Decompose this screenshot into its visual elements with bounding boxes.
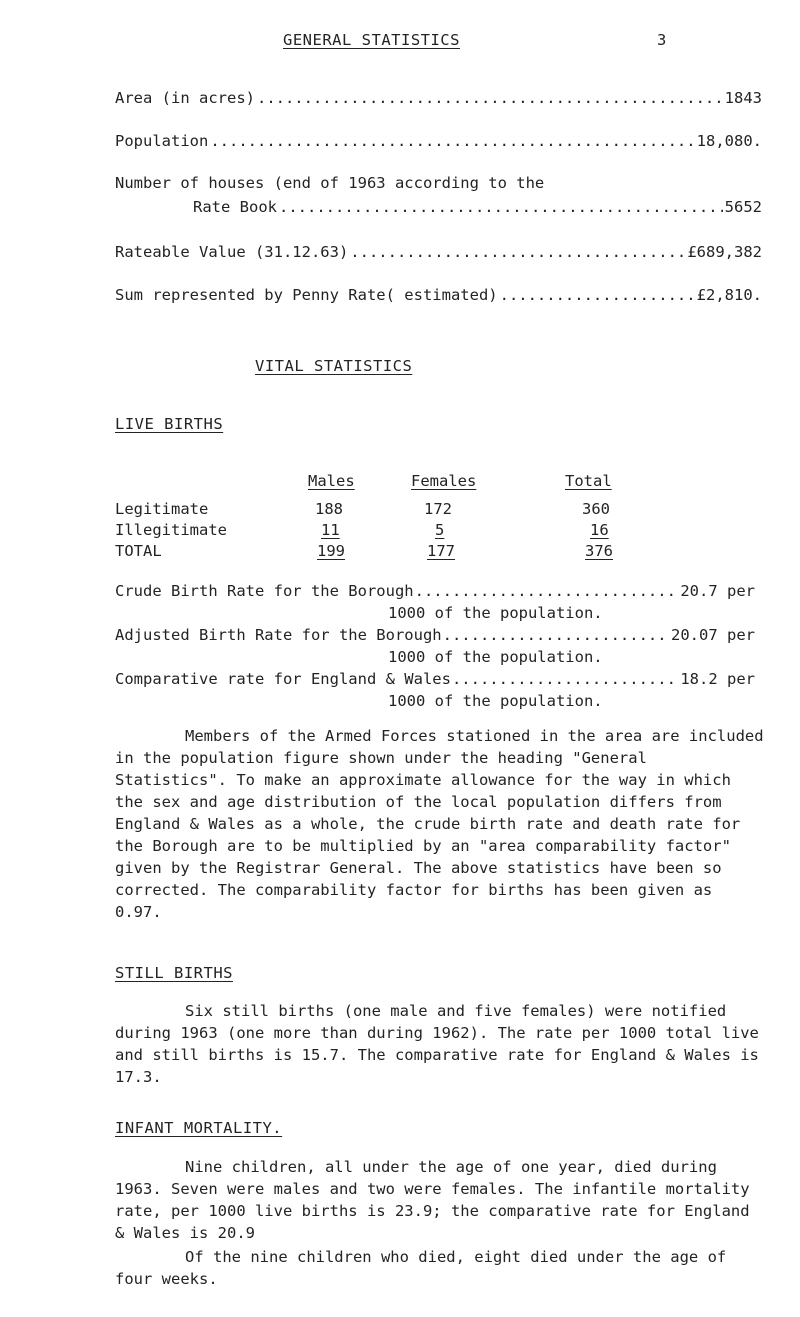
stat-value: 5652: [724, 198, 762, 216]
stat-label: Rate Book: [193, 198, 277, 216]
stat-value: 1843: [724, 89, 762, 107]
row-label: Legitimate: [115, 500, 209, 518]
column-header-total: Total: [565, 472, 612, 490]
stat-label: Population: [115, 132, 209, 150]
cell-females: 5: [435, 521, 445, 539]
stat-row-rateable-value: [115, 241, 762, 263]
birth-rates: [115, 580, 765, 712]
dot-leader: [257, 87, 723, 109]
dot-leader: [452, 668, 679, 690]
cell-females: 172: [424, 500, 452, 518]
stat-label: Area (in acres): [115, 89, 255, 107]
column-header-males: Males: [308, 472, 355, 490]
dot-leader: [350, 241, 685, 263]
dot-leader: [415, 580, 680, 602]
table-row-illegitimate: [115, 519, 735, 541]
stat-row-houses: [193, 196, 762, 218]
cell-males: 188: [315, 500, 343, 518]
column-header-females: Females: [411, 472, 477, 490]
stat-label-houses: Number of houses (end of 1963 according to the: [115, 174, 545, 192]
rate-value: 18.2 per: [680, 670, 755, 688]
rate-label: Crude Birth Rate for the Borough: [115, 582, 414, 600]
cell-males: 11: [321, 521, 340, 539]
dot-leader: [210, 130, 694, 152]
stat-value: 18,080.: [696, 132, 762, 150]
stat-row-penny-rate: [115, 284, 762, 306]
cell-total: 360: [582, 500, 610, 518]
infant-mortality-text-2: Of the nine children who died, eight died under the age of four weeks.: [115, 1248, 727, 1288]
table-row-total: [115, 540, 735, 562]
rate-label: Adjusted Birth Rate for the Borough: [115, 626, 442, 644]
comparative-birth-rate: [115, 668, 755, 690]
rate-unit: 1000 of the population.: [388, 648, 603, 666]
still-births-title: STILL BIRTHS: [115, 964, 233, 982]
stat-row-population: [115, 130, 762, 152]
stat-value: £689,382: [687, 243, 762, 261]
vital-statistics-title: VITAL STATISTICS: [255, 357, 413, 375]
rate-label: Comparative rate for England & Wales: [115, 670, 451, 688]
live-births-title: LIVE BIRTHS: [115, 415, 224, 433]
armed-forces-note: Members of the Armed Forces stationed in the area are included in the population figure shown under the heading "General Statistics". To make an approximate allowance for the way in which the sex and age distribution of the local population differs from England & Wales as a whole, the crude birth rate and death rate for the Borough are to be multiplied by an "area comparability factor" given by the Registrar General. The above statistics have been so corrected. The comparability factor for births has been given as 0.97.: [115, 727, 764, 921]
cell-total: 16: [590, 521, 609, 539]
page-number: 3: [657, 31, 667, 49]
dot-leader: [443, 624, 670, 646]
stat-value: £2,810.: [696, 286, 762, 304]
dot-leader: [500, 284, 695, 306]
stat-row-area: [115, 87, 762, 109]
dot-leader: [279, 196, 723, 218]
table-row-legitimate: [115, 498, 735, 520]
cell-males: 199: [317, 542, 345, 560]
adjusted-birth-rate: [115, 624, 755, 646]
row-label: TOTAL: [115, 542, 162, 560]
stat-label: Rateable Value (31.12.63): [115, 243, 349, 261]
stat-label: Sum represented by Penny Rate( estimated): [115, 286, 498, 304]
cell-total: 376: [585, 542, 613, 560]
page-header-title: GENERAL STATISTICS: [283, 31, 460, 49]
rate-unit: 1000 of the population.: [388, 604, 603, 622]
rate-unit: 1000 of the population.: [388, 692, 603, 710]
row-label: Illegitimate: [115, 521, 227, 539]
cell-females: 177: [427, 542, 455, 560]
still-births-text: Six still births (one male and five females) were notified during 1963 (one more than during 1962). The rate per 1000 total live and still births is 15.7. The comparative rate for England & Wales is 17.3.: [115, 1002, 759, 1086]
crude-birth-rate: [115, 580, 755, 602]
rate-value: 20.7 per: [680, 582, 755, 600]
infant-mortality-text: Nine children, all under the age of one year, died during 1963. Seven were males and two were females. The infantile mortality rate, per 1000 live births is 23.9; the comparative rate for England & Wales is 20.9: [115, 1158, 750, 1242]
rate-value: 20.07 per: [671, 626, 755, 644]
infant-mortality-title: INFANT MORTALITY.: [115, 1119, 283, 1137]
